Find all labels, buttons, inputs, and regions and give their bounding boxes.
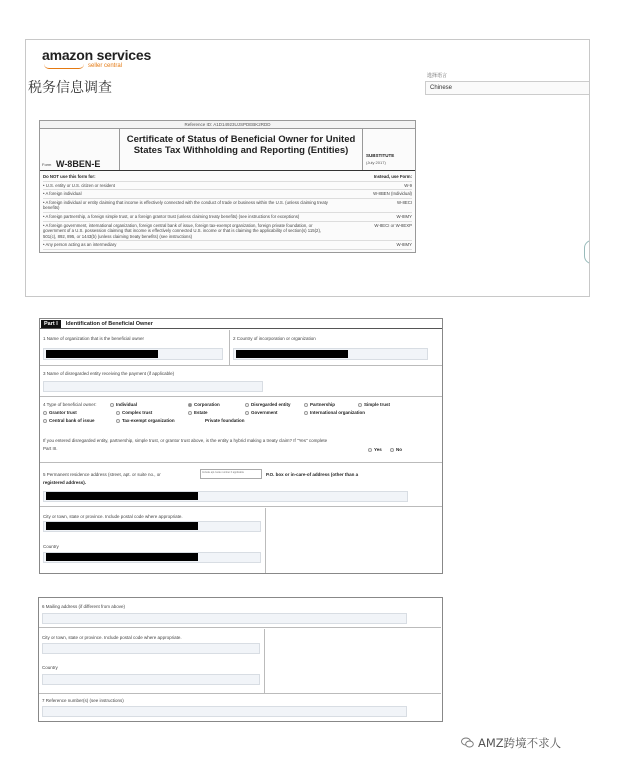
mailing-address-field[interactable] — [42, 613, 407, 624]
language-select[interactable]: Chinese — [425, 81, 590, 95]
mailing-address-row — [39, 598, 441, 628]
mailing-address-label: 6 Mailing address (if different from above) — [42, 604, 125, 609]
part1-identification-screenshot — [39, 318, 443, 574]
address-label: 5 Permanent residence address (street, apt. or suite no., or — [43, 472, 161, 477]
address-label-cont: P.O. box or in-care-of address (other than a — [266, 472, 359, 477]
mailing-country-field[interactable] — [42, 674, 260, 685]
tax-survey-header-screenshot — [25, 39, 590, 297]
list-item: • A foreign individual W-8BEN (Individual) — [43, 190, 412, 199]
type-disregarded[interactable]: Disregarded entity — [245, 402, 291, 407]
type-complex-trust[interactable]: Complex trust — [116, 410, 152, 415]
redacted-country — [236, 350, 348, 358]
w8-form-preview — [39, 120, 416, 253]
city-label: City or town, state or province. Include postal code where appropriate. — [43, 514, 183, 519]
form-label: Form — [42, 162, 52, 167]
mailing-city-field[interactable] — [42, 643, 260, 654]
part1-header — [40, 319, 442, 329]
list-item: • Any person acting as an intermediary W-8IMY — [43, 241, 412, 250]
scroll-handle[interactable] — [584, 240, 590, 264]
language-label: 选择语言 — [427, 73, 448, 79]
part-badge: Part I — [41, 320, 61, 328]
reference-number-field[interactable] — [42, 706, 407, 717]
redacted-address — [46, 492, 198, 500]
type-individual[interactable]: Individual — [110, 402, 137, 407]
type-private-foundation[interactable]: Private foundation — [205, 418, 245, 423]
wechat-icon — [461, 737, 474, 748]
org-name-label: 1 Name of organization that is the beneficial owner — [43, 336, 145, 341]
type-intl-org[interactable]: International organization — [304, 410, 365, 415]
list-item: • A foreign individual or entity claiming that income is effectively connected with the conduct of trade or business within the U.S. (unless claiming treaty benefits) W-8ECI — [43, 199, 412, 213]
disregarded-label: 3 Name of disregarded entity receiving the payment (if applicable) — [43, 371, 175, 376]
type-government[interactable]: Government — [245, 410, 278, 415]
type-corporation[interactable]: Corporation — [188, 402, 220, 407]
part-title: Identification of Beneficial Owner — [65, 320, 153, 327]
hybrid-question-cont: Part III. — [43, 446, 58, 451]
redacted-org-name — [46, 350, 158, 358]
form-header — [40, 129, 415, 171]
beneficial-owner-type-row — [40, 398, 442, 463]
form-name: W-8BEN-E — [56, 159, 101, 169]
country-label: 2 Country of incorporation or organization — [233, 336, 316, 341]
type-grantor-trust[interactable]: Grantor trust — [43, 410, 77, 415]
reference-id: Reference ID: A1D14923UJSPDEBK2RDD — [40, 121, 415, 129]
hybrid-no[interactable]: No — [390, 447, 402, 452]
type-estate[interactable]: Estate — [188, 410, 208, 415]
hybrid-question: If you entered disregarded entity, partnership, simple trust, or grantor trust above, is the entity a hybrid making a treaty claim? If "Yes" complete — [43, 438, 328, 443]
type-simple-trust[interactable]: Simple trust — [358, 402, 390, 407]
brand-subtitle: seller central — [88, 63, 123, 69]
substitute-label: SUBSTITUTE — [366, 153, 395, 158]
name-country-row — [40, 330, 442, 366]
reference-number-row — [39, 695, 441, 722]
mailing-address-screenshot — [38, 597, 443, 722]
watermark-text: AMZ跨境不求人 — [478, 736, 562, 750]
mailing-city-country-row — [39, 629, 441, 694]
type-tax-exempt[interactable]: Tax-exempt organization — [116, 418, 175, 423]
brand-name: amazon services — [42, 47, 152, 63]
address-label-cont2: registered address). — [43, 480, 87, 485]
amazon-services-logo — [42, 47, 152, 69]
mailing-city-label: City or town, state or province. Include postal code where appropriate. — [42, 635, 182, 640]
revision-date: (July 2017) — [366, 160, 386, 165]
page-title: 税务信息调查 — [28, 80, 112, 96]
do-not-use-list — [40, 171, 415, 252]
country-row-label: Country — [43, 544, 59, 549]
city-country-row — [40, 508, 442, 574]
type-central-bank[interactable]: Central bank of issue — [43, 418, 95, 423]
list-item: • A foreign government, international organization, foreign central bank of issue, foreign tax-exempt organization, foreign private foundation, or government of a U.S. possession claiming that income is effectively connected U.S. income or that is claiming the applicability of section(s) 115(2), 501(c), 892, 895, or 1443(b) (unless claiming treaty benefits) (see instructions) W-8ECI or W-8EXP — [43, 222, 412, 242]
form-title: Certificate of Status of Beneficial Owner for United States Tax Withholding and Reporting (Entities) — [120, 129, 363, 170]
redacted-country-row — [46, 553, 198, 561]
mailing-country-label: Country — [42, 665, 58, 670]
redacted-city — [46, 522, 198, 530]
amazon-smile-icon — [44, 64, 84, 69]
address-tooltip: Include apt./suite number if applicable — [200, 469, 262, 479]
hybrid-yes[interactable]: Yes — [368, 447, 382, 452]
type-partnership[interactable]: Partnership — [304, 402, 335, 407]
disregarded-entity-row — [40, 367, 442, 397]
list-item: • A foreign partnership, a foreign simple trust, or a foreign grantor trust (unless claiming treaty benefits) (see instructions for exceptions) W-8IMY — [43, 213, 412, 222]
owner-type-label: 4 Type of beneficial owner: — [43, 402, 97, 407]
disregarded-field[interactable] — [43, 381, 263, 392]
list-header: Do NOT use this form for: Instead, use Form: — [43, 173, 412, 182]
reference-number-label: 7 Reference number(s) (see instructions) — [42, 698, 124, 703]
list-item: • U.S. entity or U.S. citizen or resident W-9 — [43, 182, 412, 191]
